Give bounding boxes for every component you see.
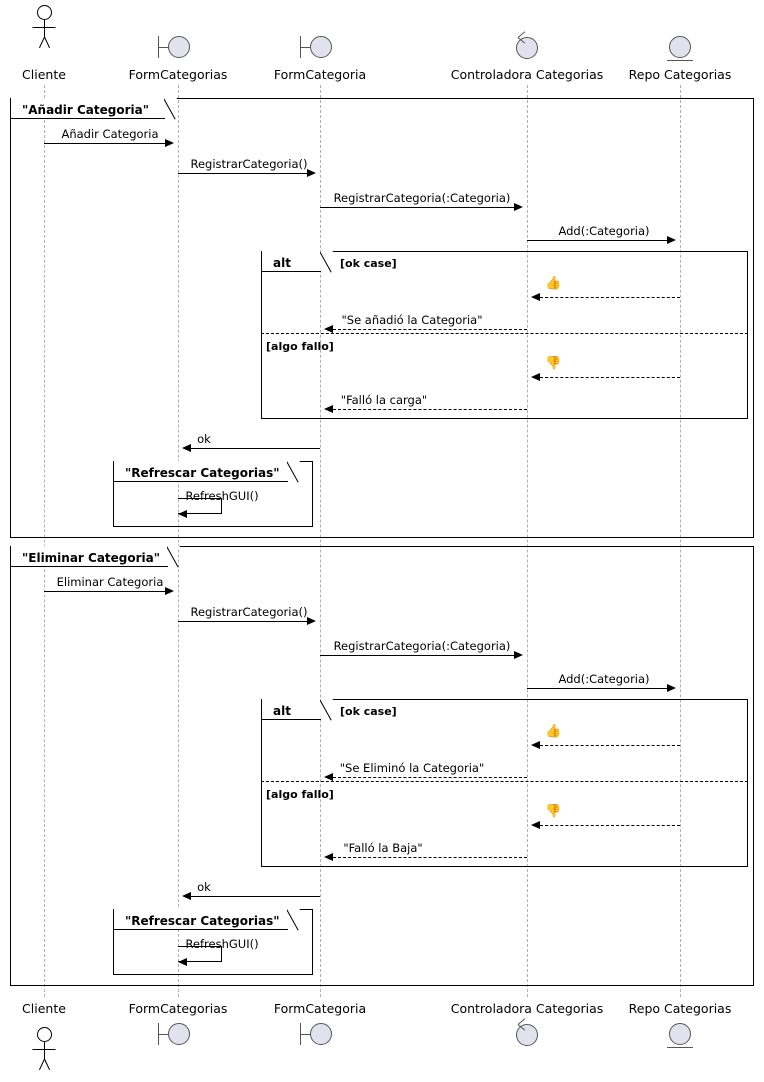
- message-arrow-return-ok-2: [531, 741, 540, 749]
- message-arrow-add-2: [667, 684, 676, 692]
- message-arrow-ok-2: [182, 892, 191, 900]
- lifeline-label-formcategorias-bottom: FormCategorias: [128, 1001, 228, 1016]
- self-message-arrow-refreshgui-1: [178, 510, 187, 518]
- message-arrow-registrarcategoria-param-2: [514, 651, 523, 659]
- frame-refrescar-2-title: "Refrescar Categorias": [125, 914, 280, 928]
- message-label-se-elimino: "Se Eliminó la Categoria": [339, 761, 485, 775]
- thumbs-down-icon-1: 👎: [545, 356, 562, 371]
- message-line-fallo-carga: [333, 409, 527, 410]
- frame-alt-2-divider: [261, 781, 748, 782]
- frame-alt-2-title: alt: [273, 704, 291, 718]
- lifeline-label-formcategorias-top: FormCategorias: [128, 67, 228, 82]
- message-arrow-registrarcategoria-param-1: [514, 203, 523, 211]
- message-arrow-se-anadio-1: [324, 325, 333, 333]
- frame-alt-1-tab: [261, 251, 321, 272]
- boundary-formcategorias-top: [155, 36, 201, 60]
- message-label-se-anadio-1: "Se añadió la Categoria": [341, 313, 483, 327]
- boundary-formcategorias-bottom: [155, 1023, 201, 1047]
- self-message-label-refreshgui-2: RefreshGUI(): [185, 937, 259, 951]
- frame-alt-1-tab-corner-line: [320, 251, 337, 274]
- frame-alt-1: [261, 251, 748, 419]
- lifeline-label-formcategoria-bottom: FormCategoria: [273, 1001, 367, 1016]
- message-line-anadir-categoria: [44, 143, 165, 144]
- message-label-fallo-carga: "Falló la carga": [340, 393, 428, 407]
- frame-alt-2-guard-ok: [ok case]: [340, 705, 397, 718]
- frame-alt-1-title: alt: [273, 256, 291, 270]
- thumbs-down-icon-2: 👎: [545, 804, 562, 819]
- boundary-formcategoria-top: [297, 36, 343, 60]
- frame-alt-2-tab-corner-line: [320, 699, 337, 722]
- message-line-se-elimino: [333, 777, 527, 778]
- frame-alt-2-tab: [261, 699, 321, 720]
- self-message-arrow-refreshgui-2: [178, 958, 187, 966]
- frame-anadir-categoria-tab-corner-line: [164, 98, 181, 121]
- message-line-se-anadio-1: [333, 329, 527, 330]
- frame-eliminar-categoria-title: "Eliminar Categoria": [22, 551, 161, 565]
- frame-anadir-categoria-title: "Añadir Categoria": [22, 103, 149, 117]
- self-message-label-refreshgui-1: RefreshGUI(): [185, 489, 259, 503]
- frame-alt-1-divider: [261, 333, 748, 334]
- message-arrow-eliminar-categoria: [165, 587, 174, 595]
- message-label-ok-2: ok: [197, 880, 211, 894]
- frame-refrescar-1-tab-corner-line: [287, 461, 304, 484]
- entity-repo-categorias-bottom: [667, 1023, 693, 1050]
- message-label-eliminar-categoria: Eliminar Categoria: [56, 575, 164, 589]
- message-line-ok-2: [191, 896, 320, 897]
- message-line-return-ok-1: [540, 297, 680, 298]
- actor-cliente-top: [29, 5, 59, 60]
- frame-alt-1-guard-ok: [ok case]: [340, 257, 397, 270]
- message-arrow-return-fail-1: [531, 373, 540, 381]
- message-arrow-return-ok-1: [531, 293, 540, 301]
- message-line-return-fail-2: [540, 825, 680, 826]
- message-line-return-ok-2: [540, 745, 680, 746]
- message-arrow-fallo-carga: [324, 405, 333, 413]
- message-label-registrarcategoria-param-2: RegistrarCategoria(:Categoria): [333, 639, 511, 653]
- message-arrow-add-1: [667, 236, 676, 244]
- lifeline-label-cliente-bottom: Cliente: [22, 1001, 66, 1016]
- message-arrow-fallo-baja: [324, 853, 333, 861]
- message-label-registrarcategoria-2: RegistrarCategoria(): [190, 605, 308, 619]
- message-arrow-se-elimino: [324, 773, 333, 781]
- lifeline-label-repo-top: Repo Categorias: [628, 67, 732, 82]
- message-label-anadir-categoria: Añadir Categoria: [61, 127, 159, 141]
- frame-alt-2: [261, 699, 748, 867]
- message-label-ok-1: ok: [197, 432, 211, 446]
- frame-refrescar-2-tab-corner-line: [287, 909, 304, 932]
- message-arrow-registrarcategoria-1: [307, 169, 316, 177]
- message-line-ok-1: [191, 448, 320, 449]
- boundary-formcategoria-bottom: [297, 1023, 343, 1047]
- message-label-add-1: Add(:Categoria): [558, 224, 650, 238]
- message-line-return-fail-1: [540, 377, 680, 378]
- ok-hand-icon-1: 👍: [545, 276, 562, 291]
- control-controladora-categorias-bottom: [514, 1020, 540, 1047]
- message-arrow-anadir-categoria: [165, 139, 174, 147]
- frame-eliminar-categoria-tab-corner-line: [167, 546, 184, 569]
- ok-hand-icon-2: 👍: [545, 724, 562, 739]
- lifeline-label-cliente-top: Cliente: [22, 67, 66, 82]
- message-label-registrarcategoria-param-1: RegistrarCategoria(:Categoria): [333, 191, 511, 205]
- message-line-add-2: [527, 688, 667, 689]
- frame-alt-1-guard-fail: [algo fallo]: [266, 340, 334, 353]
- actor-cliente-bottom: [29, 1027, 59, 1082]
- message-label-registrarcategoria-1: RegistrarCategoria(): [190, 157, 308, 171]
- lifeline-label-controladora-top: Controladora Categorias: [450, 67, 604, 82]
- message-line-fallo-baja: [333, 857, 527, 858]
- message-arrow-ok-1: [182, 444, 191, 452]
- message-arrow-return-fail-2: [531, 821, 540, 829]
- message-label-fallo-baja: "Falló la Baja": [343, 841, 423, 855]
- message-line-registrarcategoria-1: [178, 173, 307, 174]
- message-line-registrarcategoria-2: [178, 621, 307, 622]
- control-controladora-categorias-top: [514, 33, 540, 60]
- frame-refrescar-1-title: "Refrescar Categorias": [125, 466, 280, 480]
- entity-repo-categorias-top: [667, 36, 693, 63]
- message-line-registrarcategoria-param-1: [320, 207, 514, 208]
- message-line-eliminar-categoria: [44, 591, 165, 592]
- lifeline-label-repo-bottom: Repo Categorias: [628, 1001, 732, 1016]
- message-arrow-registrarcategoria-2: [307, 617, 316, 625]
- lifeline-label-controladora-bottom: Controladora Categorias: [450, 1001, 604, 1016]
- frame-alt-2-guard-fail: [algo fallo]: [266, 788, 334, 801]
- message-line-add-1: [527, 240, 667, 241]
- message-line-registrarcategoria-param-2: [320, 655, 514, 656]
- message-label-add-2: Add(:Categoria): [558, 672, 650, 686]
- lifeline-label-formcategoria-top: FormCategoria: [273, 67, 367, 82]
